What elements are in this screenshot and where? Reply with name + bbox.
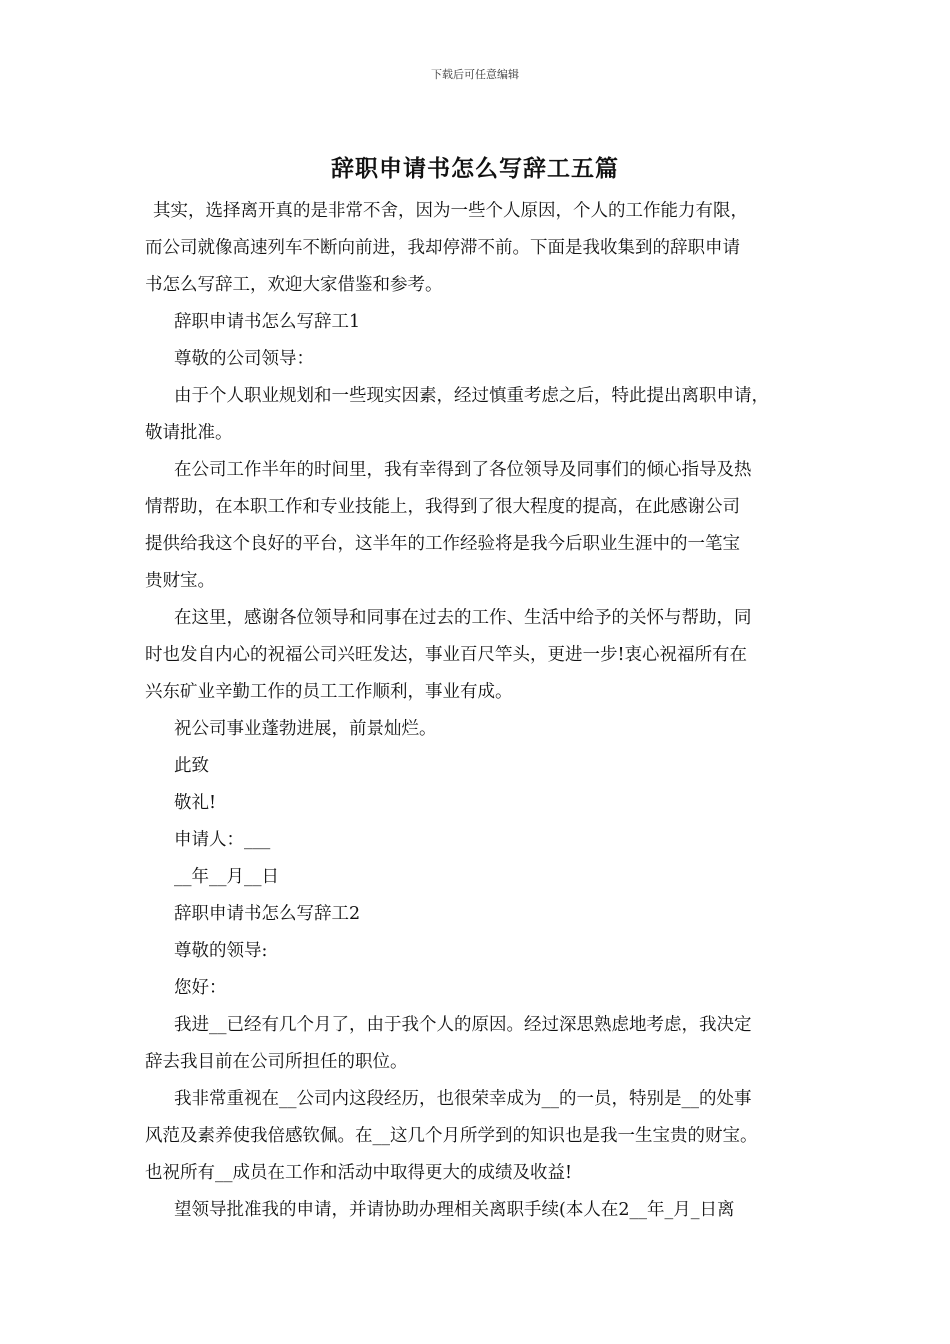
text-line: 由于个人职业规划和一些现实因素，经过慎重考虑之后，特此提出离职申请，: [174, 386, 769, 406]
text-line: 望领导批准我的申请，并请协助办理相关离职手续(本人在2__年_月_日离: [174, 1200, 735, 1220]
text-line: 辞职申请书怎么写辞工2: [174, 904, 361, 924]
text-line: 尊敬的领导:: [174, 941, 268, 961]
text-line: 书怎么写辞工，欢迎大家借鉴和参考。: [145, 275, 443, 295]
text-line: 辞职申请书怎么写辞工1: [174, 312, 361, 332]
text-line: 也祝所有__成员在工作和活动中取得更大的成绩及收益!: [145, 1163, 573, 1183]
text-line: 尊敬的公司领导：: [174, 349, 314, 369]
text-line: 在这里，感谢各位领导和同事在过去的工作、生活中给予的关怀与帮助，同: [174, 608, 752, 628]
text-line: 在公司工作半年的时间里，我有幸得到了各位领导及同事们的倾心指导及热: [174, 460, 752, 480]
text-line: 风范及素养使我倍感钦佩。在__这几个月所学到的知识也是我一生宝贵的财宝。: [145, 1126, 758, 1146]
text-line: 而公司就像高速列车不断向前进，我却停滞不前。下面是我收集到的辞职申请: [145, 238, 740, 258]
text-line: 此致: [174, 756, 209, 776]
text-line: 祝公司事业蓬勃进展，前景灿烂。: [174, 719, 437, 739]
document-body: [145, 193, 825, 1229]
text-line: 时也发自内心的祝福公司兴旺发达，事业百尺竿头，更进一步!衷心祝福所有在: [145, 645, 748, 665]
text-line: 我进__已经有几个月了，由于我个人的原因。经过深思熟虑地考虑，我决定: [174, 1015, 752, 1035]
text-line: 其实，选择离开真的是非常不舍，因为一些个人原因，个人的工作能力有限，: [153, 201, 748, 221]
text-line: 情帮助，在本职工作和专业技能上，我得到了很大程度的提高，在此感谢公司: [145, 497, 740, 517]
text-line: 提供给我这个良好的平台，这半年的工作经验将是我今后职业生涯中的一笔宝: [145, 534, 740, 554]
text-line: 贵财宝。: [145, 571, 215, 591]
text-line: 敬礼!: [174, 793, 217, 813]
text-line: 兴东矿业辛勤工作的员工工作顺利，事业有成。: [145, 682, 513, 702]
text-line: 辞去我目前在公司所担任的职位。: [145, 1052, 408, 1072]
document-title: 辞职申请书怎么写辞工五篇: [331, 155, 619, 182]
header-note: 下载后可任意编辑: [431, 68, 519, 81]
text-line: __年__月__日: [174, 867, 279, 887]
text-line: 我非常重视在__公司内这段经历，也很荣幸成为__的一员，特别是__的处事: [174, 1089, 752, 1109]
text-line: 您好：: [174, 978, 227, 998]
text-line: 敬请批准。: [145, 423, 233, 443]
text-line: 申请人：___: [174, 830, 271, 850]
